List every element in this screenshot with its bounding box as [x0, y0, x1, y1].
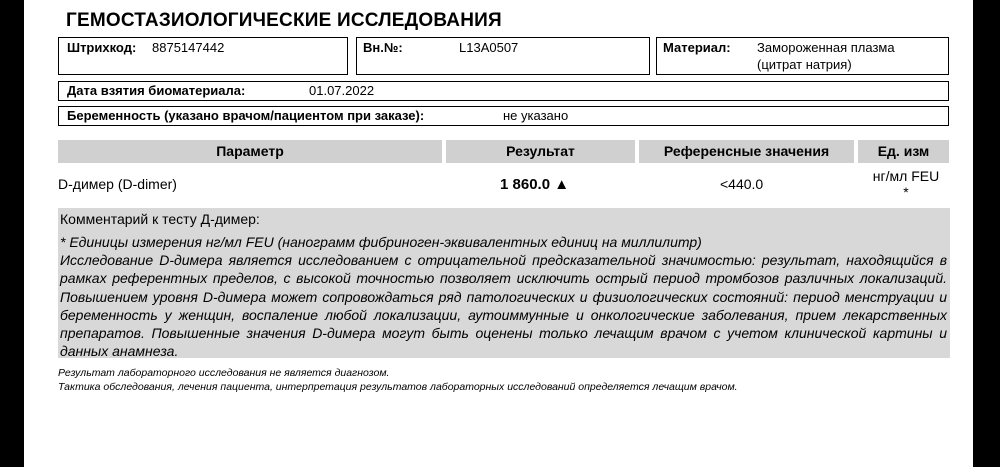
- ext-number-value: L13A0507: [459, 40, 519, 55]
- ext-number-label: Вн.№:: [363, 40, 403, 55]
- cell-unit-note: *: [903, 184, 909, 200]
- collection-date-box: [58, 81, 949, 101]
- pregnancy-value: не указано: [503, 108, 569, 123]
- left-border: [0, 0, 24, 467]
- cell-reference: <440.0: [720, 176, 764, 192]
- barcode-value: 8875147442: [152, 40, 225, 55]
- material-label: Материал:: [663, 40, 731, 55]
- header-reference: Референсные значения: [639, 140, 854, 163]
- header-unit: Ед. изм: [858, 140, 949, 163]
- cell-parameter: D-димер (D-dimer): [58, 176, 177, 192]
- pregnancy-label: Беременность (указано врачом/пациентом при заказе):: [67, 108, 425, 123]
- comment-body: [60, 233, 947, 360]
- page-title: ГЕМОСТАЗИОЛОГИЧЕСКИЕ ИССЛЕДОВАНИЯ: [66, 10, 502, 31]
- lab-report: [56, 0, 950, 467]
- comment-section: [58, 208, 950, 358]
- comment-heading: Комментарий к тесту Д-димер:: [60, 211, 260, 227]
- collection-date-label: Дата взятия биоматериала:: [67, 83, 246, 98]
- footer-line1: Результат лабораторного исследования не является диагнозом.: [58, 367, 390, 379]
- cell-unit: нг/мл FEU: [872, 168, 940, 184]
- barcode-box: [58, 37, 348, 75]
- header-result: Результат: [446, 140, 635, 163]
- material-value-line1: Замороженная плазма: [757, 40, 895, 55]
- barcode-label: Штрихкод:: [67, 40, 137, 55]
- collection-date-value: 01.07.2022: [309, 83, 375, 98]
- ext-number-box: [356, 37, 650, 75]
- cell-result: 1 860.0 ▲: [500, 176, 570, 193]
- right-border: [973, 0, 1000, 467]
- comment-units-note: * Единицы измерения нг/мл FEU (нанограмм фибриноген-эквивалентных единиц на миллилитр): [60, 234, 702, 250]
- material-box: [656, 37, 949, 75]
- comment-paragraph: Исследование D-димера является исследованием с отрицательной предсказательной значимостью: результат, находящийся в рамках референтных пределов, с высокой точностью позволяет исключить острый период тромбозов различных локализаций. Повышением уровня D-димера может сопровождаться ряд патологических и физиологических состояний: период менструации и беременность у женщин, воспаление любой локализации, аутоиммунные и онкологические заболевания, прием лекарственных препаратов. Повышенные значения D-димера могут быть оценены только лечащим врачом с учетом клинической картины и данных анамнеза.: [60, 252, 947, 360]
- footer-line2: Тактика обследования, лечения пациента, интерпретация результатов лабораторных исследований определяется лечащим врачом.: [58, 381, 738, 393]
- footer-disclaimer: [58, 366, 738, 394]
- material-value-line2: (цитрат натрия): [757, 57, 852, 72]
- pregnancy-box: [58, 106, 949, 126]
- header-parameter: Параметр: [58, 140, 442, 163]
